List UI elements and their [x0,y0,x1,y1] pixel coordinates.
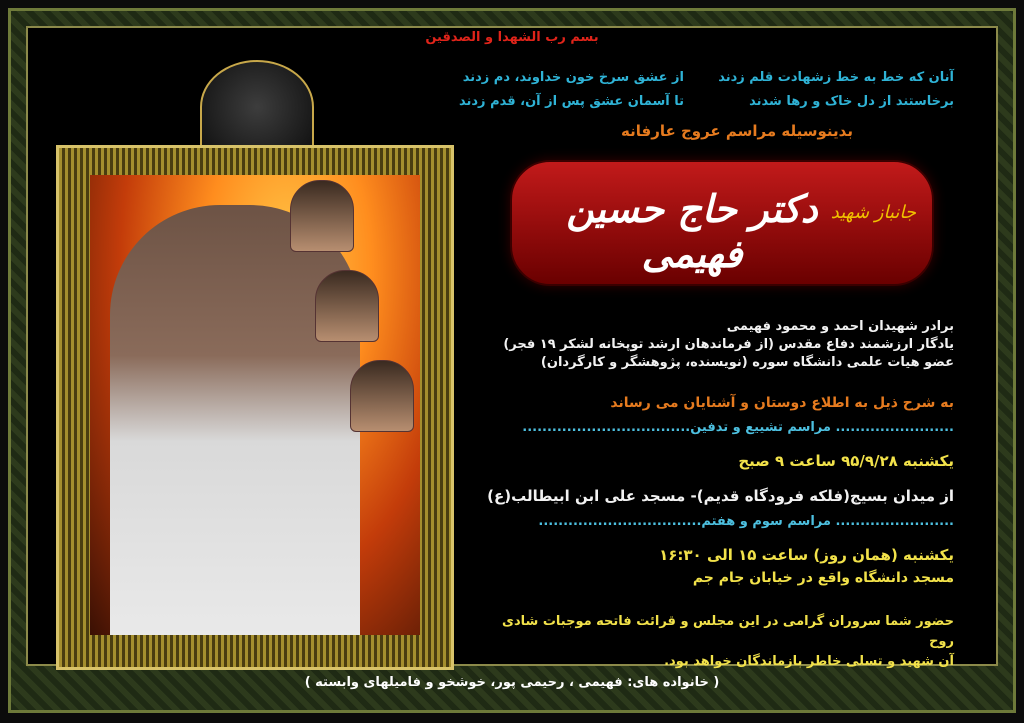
bio-line: یادگار ارزشمند دفاع مقدس (از فرماندهان ارشد توپخانه لشکر ۱۹ فجر) [503,337,954,352]
martyr-photo-1 [290,180,354,252]
closing-line: حضور شما سروران گرامی در این مجلس و قرائت فاتحه موجبات شادی روح [502,614,954,649]
deceased-name: دکتر حاج حسین فهیمی [566,186,818,276]
closing-line: آن شهید و تسلی خاطر بازماندگان خواهد بود. [664,654,954,669]
bio-line: عضو هیات علمی دانشگاه سوره (نویسنده، پژوهشگر و کارگردان) [540,355,954,370]
third-place: مسجد دانشگاه واقع در خیابان جام جم [692,570,954,586]
headline: بدینوسیله مراسم عروج عارفانه [621,122,853,140]
third-title: ........................ مراسم سوم و هفتم................................. [538,514,954,529]
bio-line: برادر شهیدان احمد و محمود فهیمی [726,319,954,334]
notice: به شرح ذیل به اطلاع دوستان و آشنایان می رساند [610,395,954,411]
name-prefix: جانباز شهید [830,202,916,223]
poem-line: آنان که خط به خط زشهادت قلم زدند [718,70,954,85]
portrait-person [110,205,360,635]
poem-line: تا آسمان عشق پس از آن، قدم زدند [459,94,684,109]
portrait-photo [90,175,420,635]
top-invocation: بسم رب الشهدا و الصدقین [425,30,599,45]
poem-line: برخاستند از دل خاک و رها شدند [749,94,954,109]
funeral-title: ........................ مراسم تشییع و تدفین.................................. [522,420,954,435]
poem-line: از عشق سرخ خون خداوند، دم زدند [462,70,684,85]
poem-right [694,66,954,114]
closing-text [484,612,954,672]
name-banner [510,160,934,286]
bio-block [484,318,954,372]
calligraphy-emblem [200,60,314,154]
martyr-photo-3 [350,360,414,432]
families-line: ( خانواده های: فهیمی ، رحیمی پور، خوشخو و فامیلهای وابسته ) [304,675,720,690]
third-time: یکشنبه (همان روز) ساعت ۱۵ الی ۱۶:۳۰ [659,546,954,564]
funeral-place: از میدان بسیج(فلکه فرودگاه قدیم)- مسجد علی ابن ابیطالب(ع) [487,487,954,505]
martyr-photo-2 [315,270,379,342]
funeral-date: یکشنبه ۹۵/۹/۲۸ ساعت ۹ صبح [738,452,954,470]
poem-left [454,66,684,114]
